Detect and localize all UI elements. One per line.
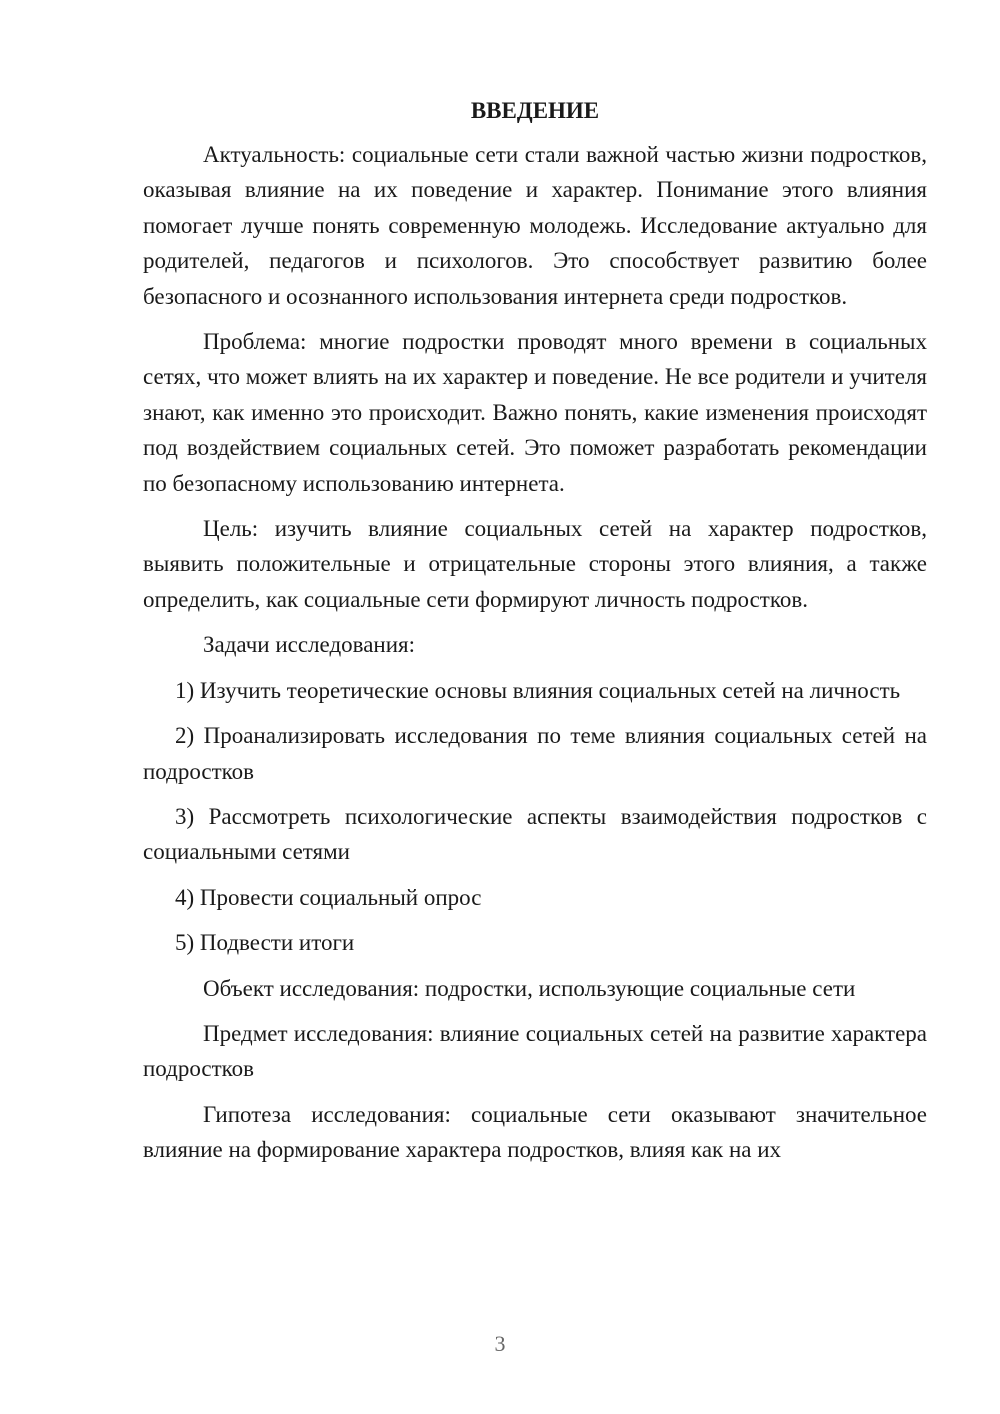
object-paragraph: Объект исследования: подростки, использующие социальные сети [203, 975, 856, 1001]
subject-paragraph: Предмет исследования: влияние социальных сетей на развитие характера подростков [143, 1020, 927, 1082]
relevance-paragraph: Актуальность: социальные сети стали важной частью жизни подростков, оказывая влияние на их поведение и характер. Понимание этого влияния помогает лучше понять современную молодежь. Исследование актуально для родителей, педагогов и психологов. Это способствует развитию более безопасного и осознанного использования интернета среди подростков. [143, 142, 927, 309]
page-number: 3 [494, 1331, 506, 1356]
problem-paragraph: Проблема: многие подростки проводят много времени в социальных сетях, что может влиять на их характер и поведение. Не все родители и учителя знают, как именно это происходит. Важно понять, какие изменения происходят под воздействием социальных сетей. Это поможет разработать рекомендации по безопасному использованию интернета. [143, 329, 927, 496]
page-content [143, 95, 927, 1178]
task-item-5: 5) Подвести итоги [175, 930, 355, 956]
task-item-2: 2) Проанализировать исследования по теме влияния социальных сетей на подростков [143, 723, 927, 784]
goal-paragraph: Цель: изучить влияние социальных сетей на характер подростков, выявить положительные и отрицательные стороны этого влияния, а также определить, как социальные сети формируют личность подростков. [143, 516, 927, 612]
section-title: ВВЕДЕНИЕ [470, 98, 600, 123]
hypothesis-paragraph: Гипотеза исследования: социальные сети оказывают значительное влияние на формирование характера подростков, влияя как на их [143, 1101, 927, 1163]
task-item-4: 4) Провести социальный опрос [175, 884, 482, 910]
tasks-heading: Задачи исследования: [203, 632, 416, 658]
task-item-3: 3) Рассмотреть психологические аспекты взаимодействия подростков с социальными сетями [143, 803, 927, 865]
task-item-1: 1) Изучить теоретические основы влияния социальных сетей на личность [175, 677, 901, 703]
